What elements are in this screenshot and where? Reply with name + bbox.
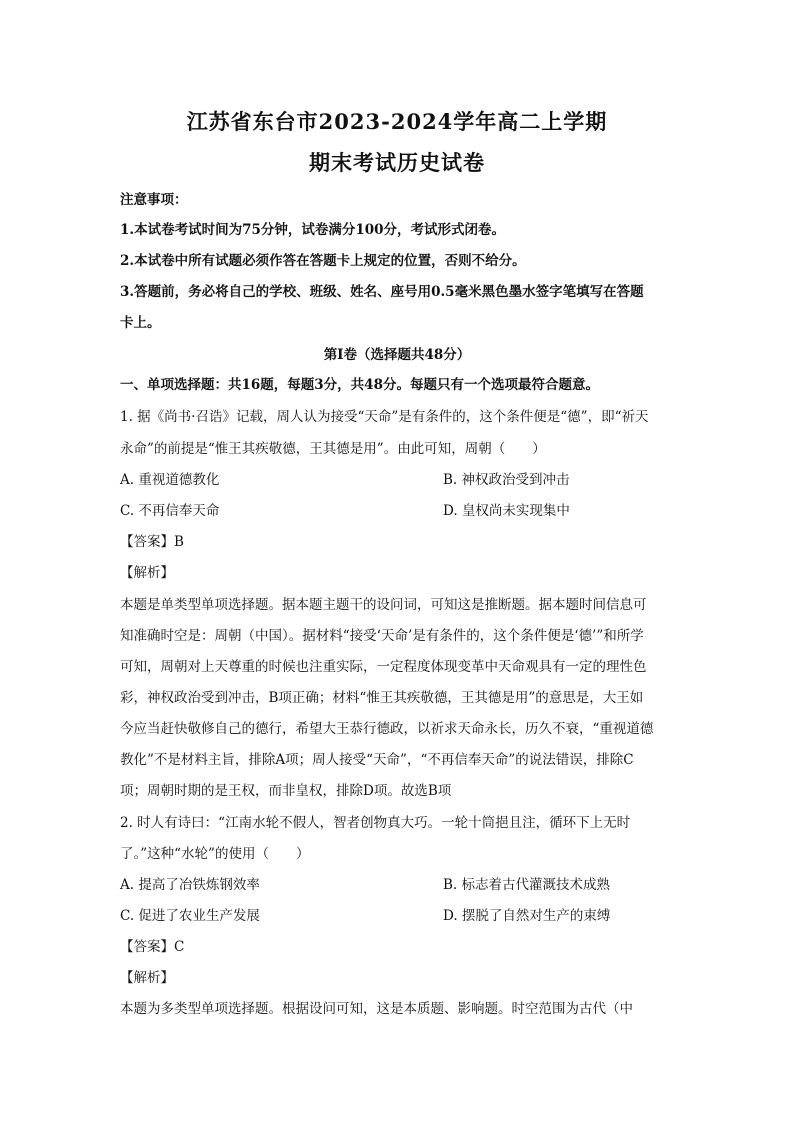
notice-item-3-line2: 卡上。	[120, 315, 161, 331]
doc-title-line1: 江苏省东台市2023-2024学年高二上学期	[186, 109, 608, 134]
q1-stem-line2: 永命”的前提是“惟王其疾敬德，王其德是用”。由此可知，周朝（ ）	[120, 441, 546, 457]
q2-option-c: C. 促进了农业生产发展	[120, 908, 260, 924]
q1-analysis-label: 【解析】	[120, 565, 174, 581]
q2-option-d: D. 摆脱了自然对生产的束缚	[443, 908, 611, 924]
notice-item-1: 1.本试卷考试时间为75分钟，试卷满分100分，考试形式闭卷。	[120, 222, 506, 238]
notice-item-2: 2.本试卷中所有试题必须作答在答题卡上规定的位置，否则不给分。	[120, 253, 526, 269]
q1-analysis-line: 知准确时空是：周朝（中国）。据材料“接受‘天命’是有条件的，这个条件便是‘德’”和所学	[120, 628, 644, 644]
q2-answer: 【答案】C	[120, 939, 185, 955]
notice-item-3-line1: 3.答题前，务必将自己的学校、班级、姓名、座号用0.5毫米黑色墨水签字笔填写在答题	[120, 284, 644, 300]
q2-analysis-line: 本题为多类型单项选择题。根据设问可知，这是本质题、影响题。时空范围为古代（中	[120, 1001, 633, 1017]
q1-option-b: B. 神权政治受到冲击	[443, 472, 570, 488]
q1-option-a: A. 重视道德教化	[120, 472, 220, 488]
q1-option-c: C. 不再信奉天命	[120, 503, 220, 519]
q1-option-d: D. 皇权尚未实现集中	[443, 503, 570, 519]
q1-analysis-line: 项；周朝时期的是王权，而非皇权，排除D项。故选B项	[120, 783, 452, 799]
doc-title-line2: 期末考试历史试卷	[309, 150, 485, 175]
q2-option-a: A. 提高了冶铁炼钢效率	[120, 877, 260, 893]
q1-analysis-line: 本题是单类型单项选择题。据本题主题干的设问词，可知这是推断题。据本题时间信息可	[120, 597, 647, 613]
section-title: 第Ⅰ卷（选择题共48分）	[323, 347, 471, 363]
q1-analysis-line: 可知，周朝对上天尊重的时候也注重实际，一定程度体现变革中天命观具有一定的理性色	[120, 659, 647, 675]
q2-option-b: B. 标志着古代灌溉技术成熟	[443, 877, 611, 893]
q1-analysis-line: 彩，神权政治受到冲击，B项正确；材料“惟王其疾敬德，王其德是用”的意思是，大王如	[120, 690, 644, 706]
q2-stem-line1: 2. 时人有诗曰：“江南水轮不假人，智者创物真大巧。一轮十筒挹且注，循环下上无时	[120, 815, 631, 831]
q1-analysis-line: 教化”不是材料主旨，排除A项；周人接受“天命”，“不再信奉天命”的说法错误，排除C	[120, 752, 634, 768]
notice-heading: 注意事项：	[120, 192, 188, 208]
q2-analysis-label: 【解析】	[120, 970, 174, 986]
q1-stem-line1: 1. 据《尚书·召诰》记载，周人认为接受“天命”是有条件的，这个条件便是“德”，即“祈天	[120, 409, 649, 425]
section-instruction: 一、单项选择题：共16题，每题3分，共48分。每题只有一个选项最符合题意。	[120, 377, 599, 393]
q1-analysis-line: 今应当赶快敬修自己的德行，希望大王恭行德政，以祈求天命永长，历久不衰，“重视道德	[120, 721, 654, 737]
q2-stem-line2: 了。”这种“水轮”的使用（ ）	[120, 846, 310, 862]
q1-answer: 【答案】B	[120, 534, 184, 550]
